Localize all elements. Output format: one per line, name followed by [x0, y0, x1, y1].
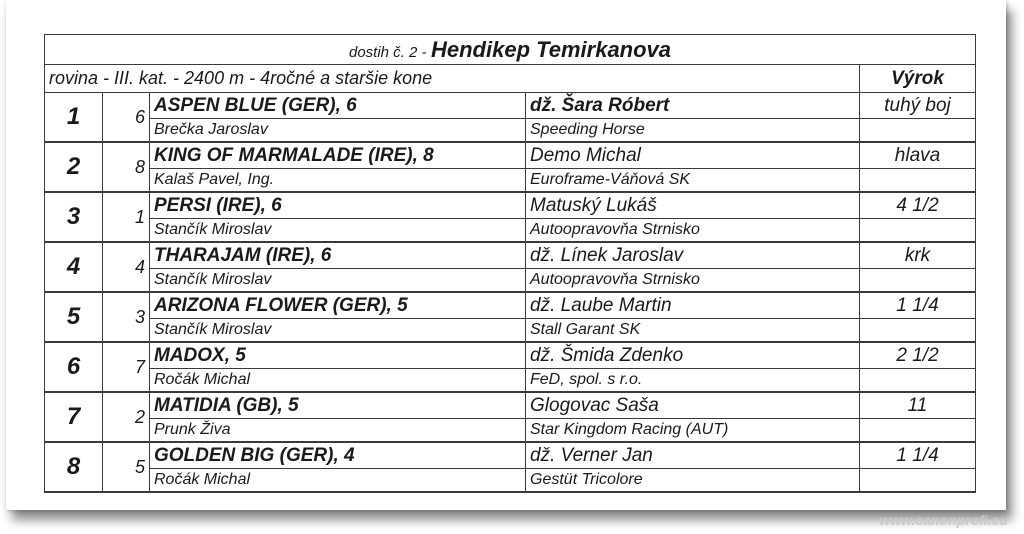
owner-name: Autoopravovňa Strnisko: [526, 269, 860, 293]
horse-name: THARAJAM (IRE), 6: [150, 242, 526, 269]
trainer-name: Stančík Miroslav: [150, 319, 526, 343]
result-detail-row: [45, 219, 976, 243]
winning-margin: 4 1/2: [860, 192, 976, 219]
result-detail-row: [45, 119, 976, 143]
start-number: 3: [103, 292, 150, 342]
finish-place: 1: [45, 93, 103, 143]
winning-margin: hlava: [860, 142, 976, 169]
start-number: 4: [103, 242, 150, 292]
result-row: [45, 292, 976, 319]
race-title-row: [45, 35, 976, 65]
result-row: [45, 93, 976, 119]
finish-place: 5: [45, 292, 103, 342]
jockey-name: dž. Laube Martin: [526, 292, 860, 319]
owner-name: Autoopravovňa Strnisko: [526, 219, 860, 243]
horse-name: KING OF MARMALADE (IRE), 8: [150, 142, 526, 169]
empty-cell: [860, 369, 976, 393]
owner-name: Speeding Horse: [526, 119, 860, 143]
trainer-name: Kalaš Pavel, Ing.: [150, 169, 526, 193]
empty-cell: [860, 119, 976, 143]
owner-name: Star Kingdom Racing (AUT): [526, 419, 860, 443]
result-detail-row: [45, 169, 976, 193]
trainer-name: Ročák Michal: [150, 469, 526, 493]
start-number: 2: [103, 392, 150, 442]
finish-place: 3: [45, 192, 103, 242]
result-row: [45, 342, 976, 369]
result-row: [45, 442, 976, 469]
race-results-table: [44, 34, 976, 493]
finish-place: 4: [45, 242, 103, 292]
trainer-name: Stančík Miroslav: [150, 219, 526, 243]
finish-place: 2: [45, 142, 103, 192]
jockey-name: Matuský Lukáš: [526, 192, 860, 219]
start-number: 5: [103, 442, 150, 492]
result-column-header: Výrok: [860, 65, 976, 93]
result-detail-row: [45, 419, 976, 443]
jockey-name: Demo Michal: [526, 142, 860, 169]
result-detail-row: [45, 269, 976, 293]
finish-place: 6: [45, 342, 103, 392]
result-row: [45, 392, 976, 419]
start-number: 1: [103, 192, 150, 242]
race-number-label: dostih č. 2 -: [348, 43, 427, 61]
start-number: 7: [103, 342, 150, 392]
horse-name: PERSI (IRE), 6: [150, 192, 526, 219]
jockey-name: dž. Šara Róbert: [526, 93, 860, 119]
race-name: Hendikep Temirkanova: [430, 36, 672, 62]
owner-name: Euroframe-Váňová SK: [526, 169, 860, 193]
race-conditions-row: [45, 65, 976, 93]
horse-name: ASPEN BLUE (GER), 6: [150, 93, 526, 119]
horse-name: GOLDEN BIG (GER), 4: [150, 442, 526, 469]
winning-margin: tuhý boj: [860, 93, 976, 119]
finish-place: 7: [45, 392, 103, 442]
trainer-name: Prunk Živa: [150, 419, 526, 443]
result-row: [45, 192, 976, 219]
result-row: [45, 142, 976, 169]
owner-name: FeD, spol. s r.o.: [526, 369, 860, 393]
jockey-name: dž. Línek Jaroslav: [526, 242, 860, 269]
empty-cell: [860, 469, 976, 493]
start-number: 6: [103, 93, 150, 143]
result-detail-row: [45, 469, 976, 493]
winning-margin: 1 1/4: [860, 292, 976, 319]
empty-cell: [860, 219, 976, 243]
winning-margin: krk: [860, 242, 976, 269]
empty-cell: [860, 169, 976, 193]
result-detail-row: [45, 369, 976, 393]
horse-name: MADOX, 5: [150, 342, 526, 369]
owner-name: Stall Garant SK: [526, 319, 860, 343]
start-number: 8: [103, 142, 150, 192]
race-conditions: rovina - III. kat. - 2400 m - 4ročné a staršie kone: [45, 65, 860, 93]
finish-place: 8: [45, 442, 103, 492]
winning-margin: 11: [860, 392, 976, 419]
trainer-name: Ročák Michal: [150, 369, 526, 393]
result-row: [45, 242, 976, 269]
winning-margin: 1 1/4: [860, 442, 976, 469]
jockey-name: dž. Verner Jan: [526, 442, 860, 469]
empty-cell: [860, 419, 976, 443]
winning-margin: 2 1/2: [860, 342, 976, 369]
race-title: [45, 35, 976, 65]
empty-cell: [860, 319, 976, 343]
trainer-name: Stančík Miroslav: [150, 269, 526, 293]
trainer-name: Brečka Jaroslav: [150, 119, 526, 143]
horse-name: ARIZONA FLOWER (GER), 5: [150, 292, 526, 319]
result-detail-row: [45, 319, 976, 343]
empty-cell: [860, 269, 976, 293]
owner-name: Gestüt Tricolore: [526, 469, 860, 493]
jockey-name: dž. Šmida Zdenko: [526, 342, 860, 369]
horse-name: MATIDIA (GB), 5: [150, 392, 526, 419]
watermark: www.canonprofi.eu: [879, 512, 1008, 528]
jockey-name: Glogovac Saša: [526, 392, 860, 419]
